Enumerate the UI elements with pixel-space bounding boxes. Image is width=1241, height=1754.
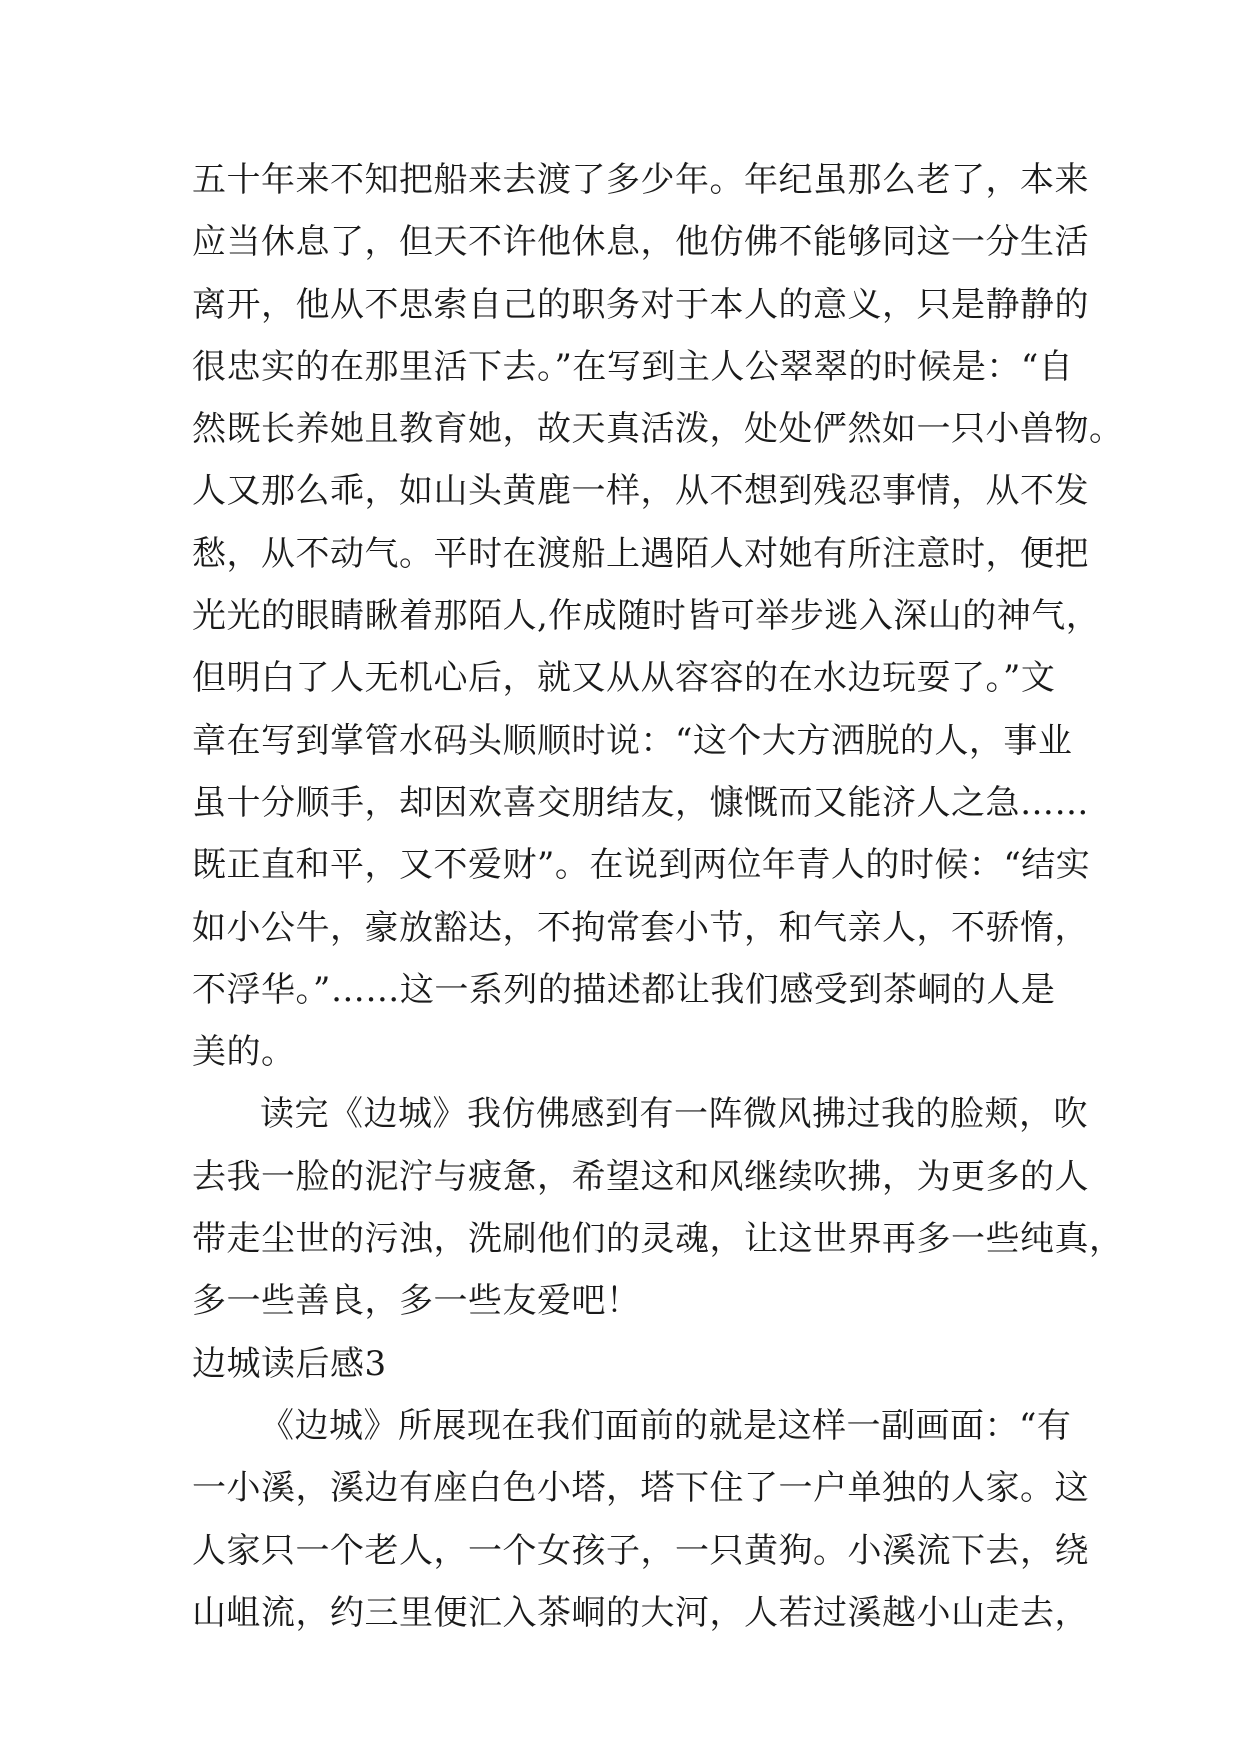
text-line: 去我一脸的泥泞与疲惫，希望这和风继续吹拂，为更多的人 [192,1156,1089,1197]
text-line: 既正直和平，又不爱财”。在说到两位年青人的时候：“结实 [192,845,1091,886]
text-line: 然既长养她且教育她，故天真活泼，处处俨然如一只小兽物。 [192,409,1124,450]
text-line: 如小公牛，豪放豁达，不拘常套小节，和气亲人，不骄惰， [192,907,1089,948]
section-heading: 边城读后感3 [192,1343,387,1384]
paragraph-1 [192,149,1124,1083]
text-line: 人又那么乖，如山头黄鹿一样，从不想到残忍事情，从不发 [192,471,1089,512]
text-line: 一小溪，溪边有座白色小塔，塔下住了一户单独的人家。这 [192,1468,1089,1509]
text-line: 带走尘世的污浊，洗刷他们的灵魂，让这世界再多一些纯真， [192,1219,1124,1260]
paragraph-3 [192,1395,1089,1644]
text-line: 章在写到掌管水码头顺顺时说：“这个大方洒脱的人，事业 [192,720,1073,761]
text-line: 但明白了人无机心后，就又从从容容的在水边玩耍了。”文 [192,658,1056,699]
text-line: 人家只一个老人，一个女孩子，一只黄狗。小溪流下去，绕 [192,1530,1089,1571]
text-line: 愁，从不动气。平时在渡船上遇陌人对她有所注意时，便把 [192,533,1089,574]
paragraph-2 [192,1083,1124,1332]
text-line: 山岨流，约三里便汇入茶峒的大河，人若过溪越小山走去， [192,1592,1089,1633]
text-line: 《边城》所展现在我们面前的就是这样一副画面：“有 [260,1405,1072,1446]
text-line: 多一些善良，多一些友爱吧！ [192,1281,641,1322]
text-line: 应当休息了，但天不许他休息，他仿佛不能够同这一分生活 [192,222,1089,263]
text-line: 离开，他从不思索自己的职务对于本人的意义，只是静静的 [192,284,1089,325]
text-line: 虽十分顺手，却因欢喜交朋结友，慷慨而又能济人之急…… [192,782,1089,823]
document-body [192,149,1124,1644]
text-line: 光光的眼睛瞅着那陌人,作成随时皆可举步逃入深山的神气， [192,596,1101,637]
text-line: 很忠实的在那里活下去。”在写到主人公翠翠的时候是：“自 [192,346,1074,387]
text-line: 读完《边城》我仿佛感到有一阵微风拂过我的脸颊，吹 [260,1094,1088,1135]
text-line: 美的。 [192,1032,296,1073]
text-line: 五十年来不知把船来去渡了多少年。年纪虽那么老了，本来 [192,160,1089,200]
text-line: 不浮华。”……这一系列的描述都让我们感受到茶峒的人是 [192,969,1056,1010]
